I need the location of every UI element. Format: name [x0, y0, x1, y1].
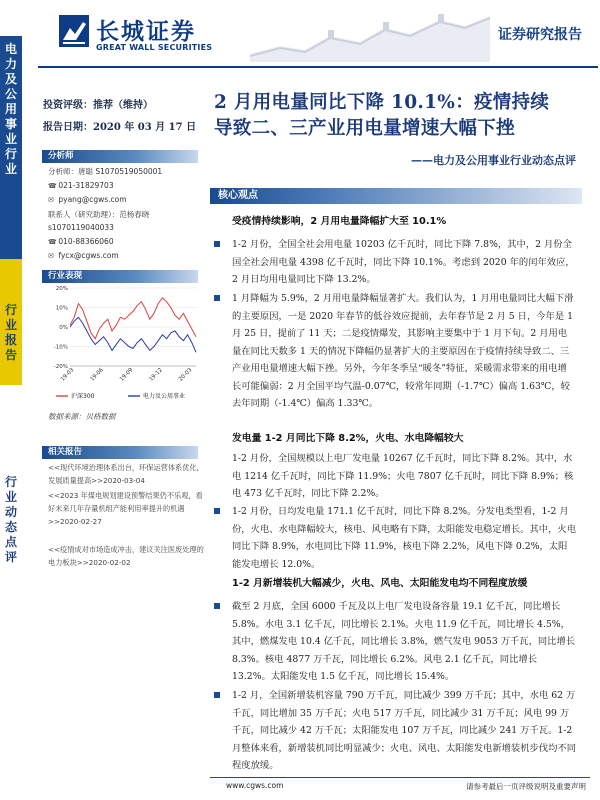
related-reports-header: 相关报告 — [42, 446, 198, 459]
chart-series-line-1 — [70, 298, 196, 339]
paragraph-consumption: 1-2 月份，全国全社会用电量 10203 亿千瓦时，同比下降 7.8%，其中，2 月份全国全社会用电量 4398 亿千瓦时，同比下降 10.1%。考虑到 2020 年的闰年效应，2 月日均用电量同比下降 13.2%。 — [214, 236, 576, 289]
paragraph-new-capacity: 1-2 月，全国新增装机容量 790 万千瓦，同比减少 399 万千瓦；其中，水电 62 万千瓦，同比增加 35 万千瓦；火电 517 万千瓦，同比减少 31 万千瓦；风电 99 万千瓦，同比减少 42 万千瓦；太阳能发电 107 万千瓦，同比减少 241 万千瓦。1-2 月整体来看，新增装机同比明显减少；火电、风电、太阳能发电新增装机步伐均不同程度放缓。 — [214, 687, 576, 775]
headline-generation: 发电量 1-2 月同比下降 8.2%，火电、水电降幅较大 — [232, 433, 464, 444]
report-subtitle: ——电力及公用事业行业动态点评 — [411, 154, 576, 167]
chart-y-tick-label: 10% — [55, 305, 68, 312]
chart-x-tick-label: 19-12 — [148, 367, 164, 383]
related-report-2[interactable]: <<2023 年煤电规划建设预警结果仍不乐观，看好未来几年存量机组产能利用率提升的机遇>>2020-02-27 — [48, 491, 203, 526]
brand-name-en: GREAT WALL SECURITIES — [96, 43, 213, 52]
email-icon: ✉ — [48, 252, 54, 260]
chart-y-tick-label: 0% — [59, 325, 68, 331]
page-header — [0, 0, 600, 70]
footer-divider — [210, 777, 590, 778]
sidebar-industry-label: 电 力 及 公 用 事 业 行 业 — [0, 36, 22, 259]
chart-y-tick-label: 20% — [55, 286, 68, 292]
chart-legend-label: 沪深300 — [71, 393, 95, 400]
analyst-name: 分析师：唐聪 S1070519050001 — [48, 167, 163, 176]
headline-consumption: 受疫情持续影响，2 月用电量降幅扩大至 10.1% — [232, 216, 447, 227]
related-report-3[interactable]: <<疫情成对市场造成冲击，建议关注医废处理的电力板块>>2020-02-02 — [48, 545, 204, 567]
analyst-section-header: 分析师 — [42, 150, 198, 163]
contact-person: 联系人（研究助理）：范杨春晓 — [48, 210, 150, 219]
report-title: 2 月用电量同比下降 10.1%：疫情持续 导致二、三产业用电量增速大幅下挫 — [214, 92, 550, 139]
contact-id: s1070119040033 — [48, 223, 114, 232]
contact-email[interactable]: ✉ fycx@cgws.com — [48, 251, 119, 260]
report-date: 报告日期：2020 年 03 月 17 日 — [43, 122, 197, 133]
report-type-label: 证券研究报告 — [498, 27, 582, 43]
footer-website-link[interactable]: www.cgws.com — [226, 781, 284, 790]
chart-x-tick-label: 19-06 — [89, 367, 105, 383]
bullet-icon — [214, 295, 220, 301]
core-views-header: 核心观点 — [210, 188, 582, 204]
chart-source: 数据来源：贝格数据 — [48, 412, 116, 421]
bullet-icon — [214, 692, 220, 698]
performance-section-header: 行业表现 — [42, 270, 198, 283]
footer-disclaimer: 请参考最后一页评级说明及重要声明 — [466, 782, 586, 791]
brand-mark-icon — [58, 14, 90, 48]
header-divider — [38, 66, 598, 68]
sidebar-report-label: 行 业 报 告 — [0, 259, 22, 385]
email-icon: ✉ — [48, 196, 54, 204]
chart-legend-label: 电力及公用事业 — [143, 393, 186, 400]
investment-rating: 投资评级：推荐（维持） — [43, 100, 153, 111]
paragraph-daily-generation: 1-2 月份，日均发电量 171.1 亿千瓦时，同比下降 8.2%。分发电类型看，1-2 月份，火电、水电降幅较大，核电、风电略有下降，太阳能发电稳定增长。其中，火电同比下降 8.9%，水电同比下降 11.9%，核电下降 2.2%，风电下降 0.2%，太阳能发电增长 12.0%。 — [214, 503, 576, 573]
chart-x-tick-label: 19-09 — [118, 367, 135, 383]
chart-x-tick-label: 19-03 — [59, 367, 76, 383]
chart-y-tick-label: -10% — [53, 344, 68, 351]
headline-capacity: 1-2 月新增装机大幅减少，火电、风电、太阳能发电均不同程度放缓 — [232, 578, 528, 589]
contact-phone: ☎ 010-88366060 — [48, 237, 114, 246]
bullet-icon — [214, 241, 220, 247]
related-report-1[interactable]: <<现代环境治理体系出台，环保运营体系优化，发展质量提高>>2020-03-04 — [48, 463, 204, 485]
brand-name-cn: 长城证券 — [96, 19, 196, 45]
bullet-icon — [214, 508, 220, 514]
chart-x-tick-label: 20-03 — [177, 367, 194, 383]
paragraph-generation: 1-2 月份，全国规模以上电厂发电量 10267 亿千瓦时，同比下降 8.2%。其中，水电 1214 亿千瓦时，同比下降 11.9%；火电 7807 亿千瓦时，同比下降 8.9%；核电 473 亿千瓦时，同比下降 2.2%。 — [232, 453, 574, 499]
sidebar-commentary-label: 行 业 动 态 点 评 — [0, 385, 22, 800]
bullet-icon — [214, 603, 220, 609]
brand-logo — [58, 12, 230, 58]
phone-icon: ☎ — [48, 238, 57, 246]
phone-icon: ☎ — [48, 182, 57, 190]
analyst-email[interactable]: ✉ pyang@cgws.com — [48, 195, 127, 204]
chart-y-tick-label: -20% — [53, 364, 68, 370]
analyst-phone: ☎ 021-31829703 — [48, 181, 114, 190]
industry-performance-chart — [44, 282, 200, 406]
paragraph-analysis: 1 月降幅为 5.9%，2 月用电量降幅显著扩大。我们认为，1 月用电量同比大幅下滑的主要原因，一是 2020 年春节的低谷效应提前，去年春节是 2 月 5 日，今年是 1 月 25 日，提前了 11 天；二是疫情爆发，其影响主要集中于 1 月下旬。2 月用电量在同比天数多 1 天的情况下降幅仍显著扩大的主要原因在于疫情持续导致二、三产业用电量增速大幅下挫。另外，今年冬季呈“暖冬”特征，采暖需求带来的用电增长可能偏弱：2 月全国平均气温-0.07℃，较常年同期（-1.7℃）偏高 1.63℃，较去年同期（-1.4℃）偏高 1.33℃。 — [214, 290, 576, 413]
chart-series-line-2 — [70, 317, 196, 352]
paragraph-capacity: 截至 2 月底，全国 6000 千瓦及以上电厂发电设备容量 19.1 亿千瓦，同比增长 5.8%。水电 3.1 亿千瓦，同比增长 2.1%。火电 11.9 亿千瓦，同比增长 4.5%，其中，燃煤发电 10.4 亿千瓦，同比增长 3.8%，燃气发电 9053 万千瓦，同比增长 8.3%。核电 4877 万千瓦，同比增长 6.2%。风电 2.1 亿千瓦，同比增长 13.2%。太阳能发电 1.5 亿千瓦，同比增长 15.4%。 — [214, 598, 576, 686]
great-wall-illustration — [250, 6, 490, 62]
